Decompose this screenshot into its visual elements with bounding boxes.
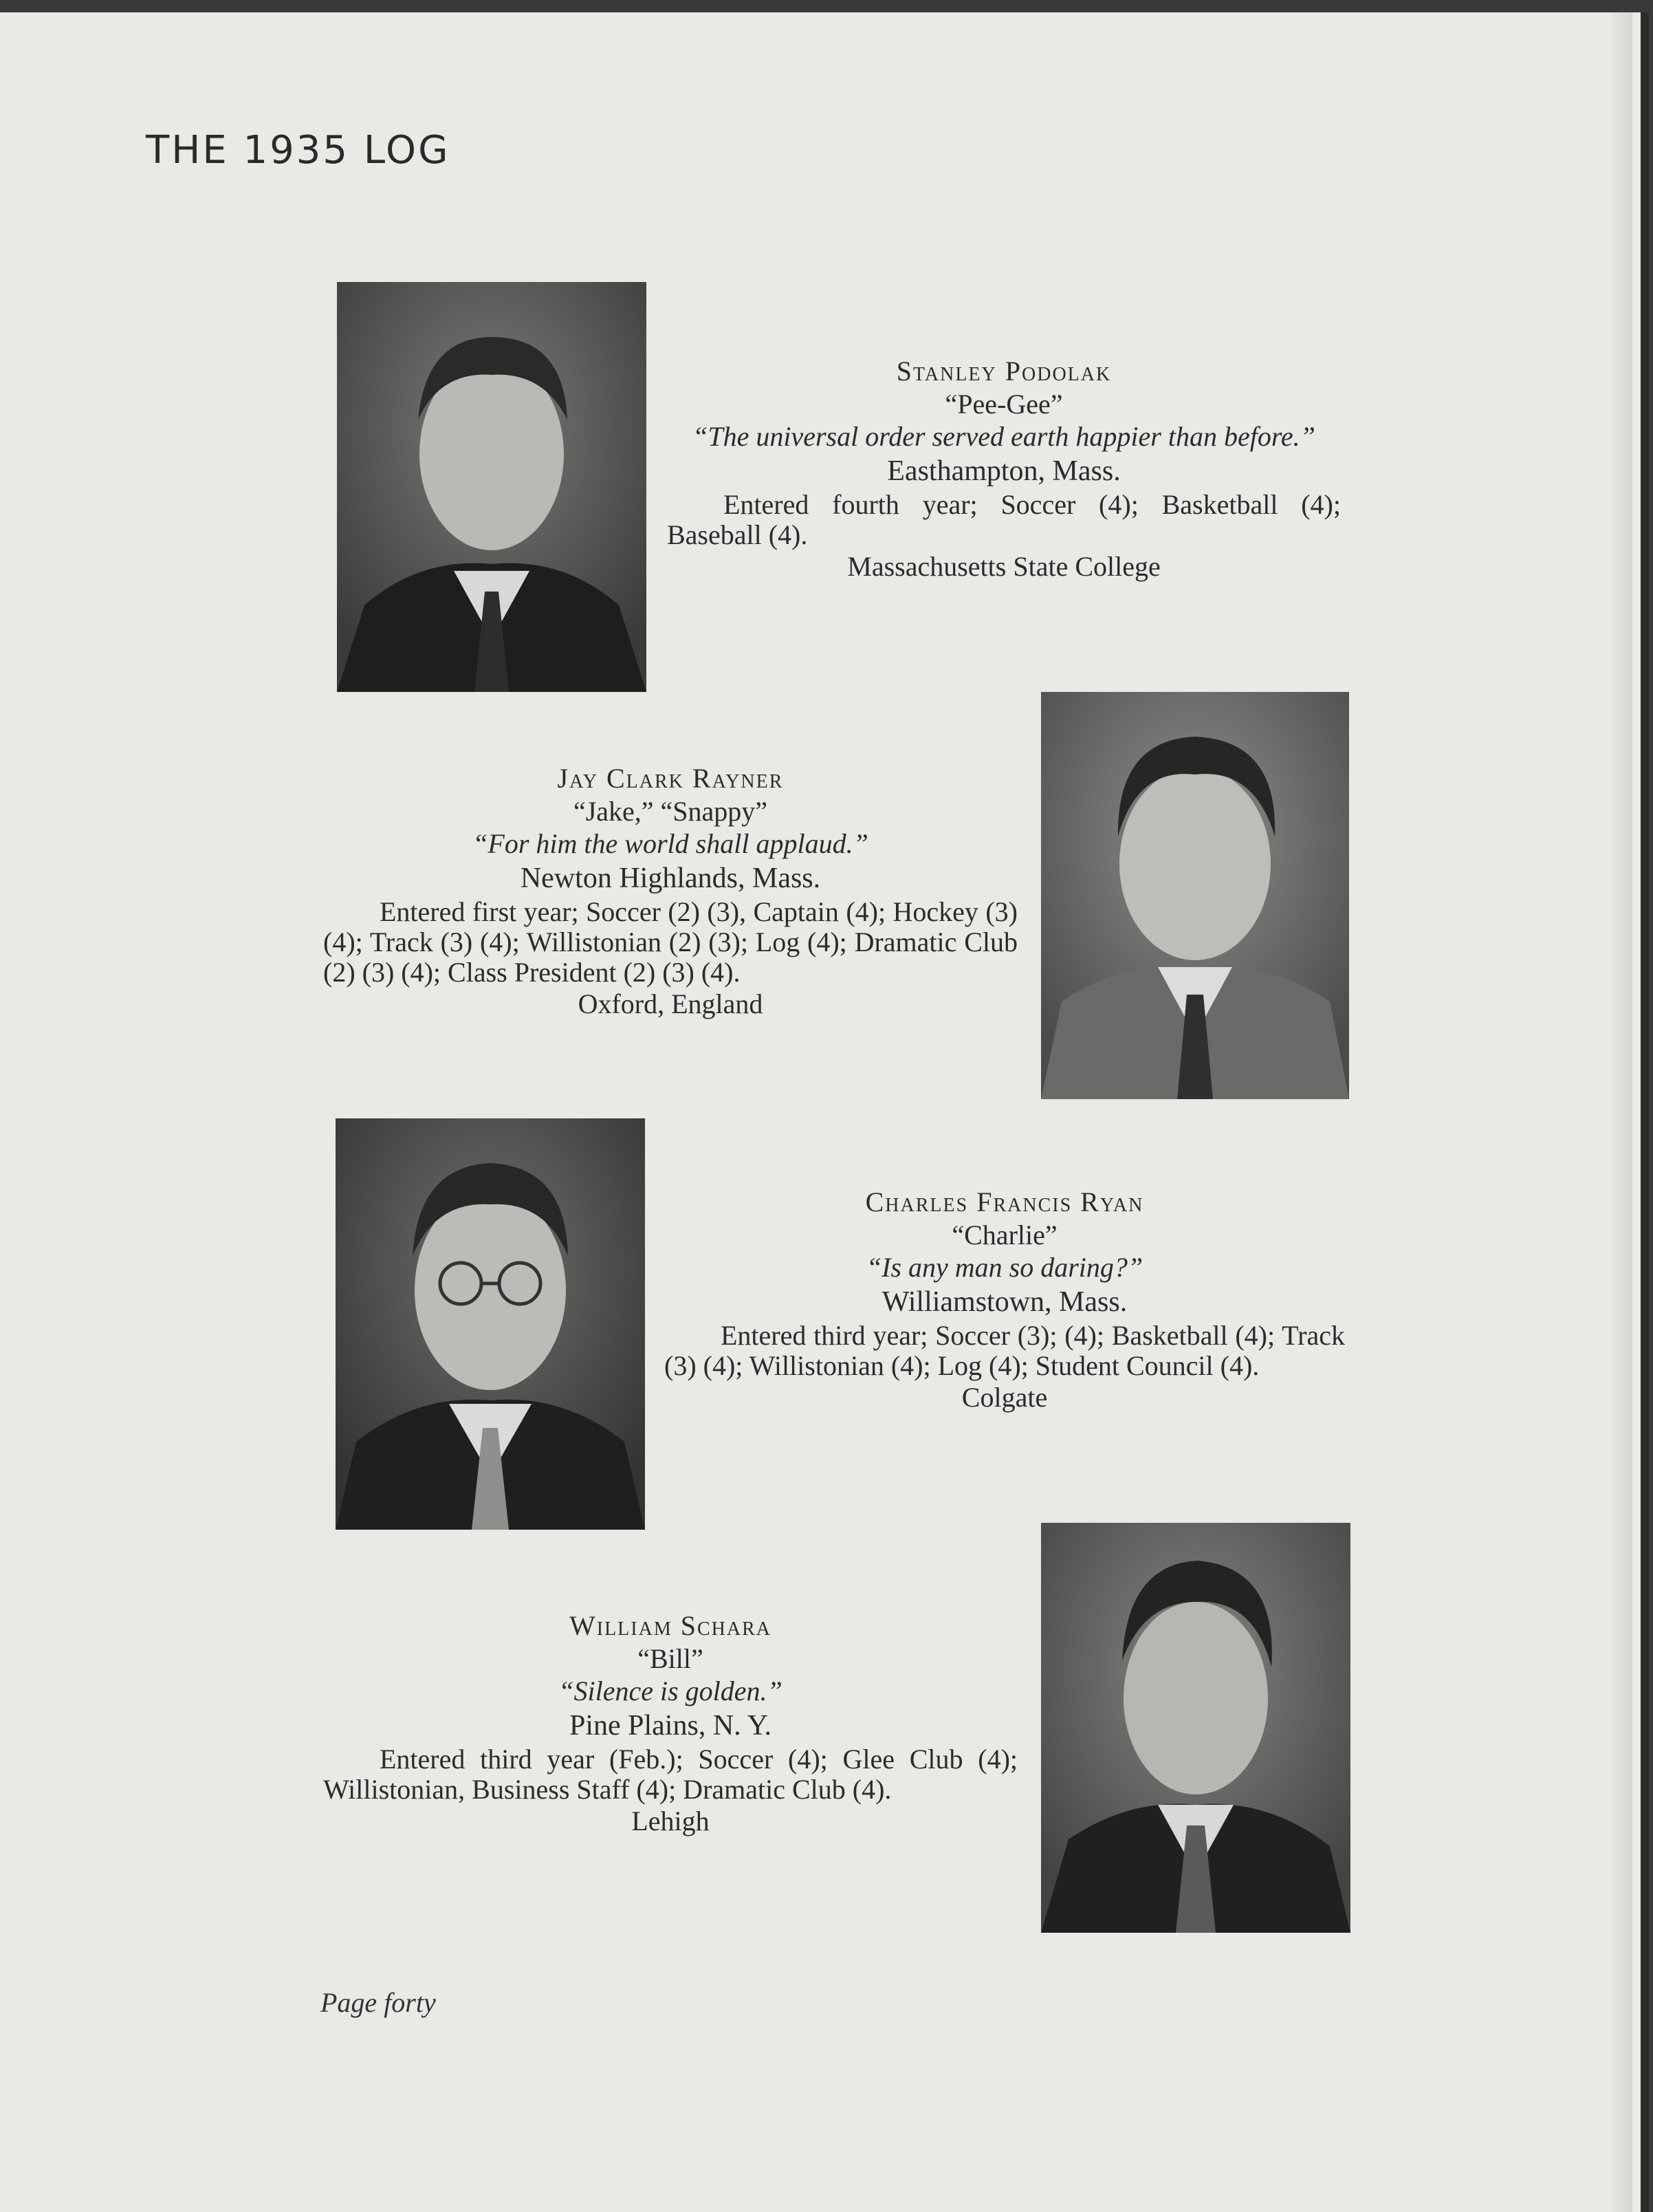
running-head: THE 1935 LOG [146, 128, 450, 173]
student-hometown: Williamstown, Mass. [882, 1286, 1128, 1318]
student-name: Stanley Podolak [896, 356, 1112, 387]
student-record: Entered third year; Soccer (3); (4); Basketball (4); Track (3) (4); Willistonian (4); Log (4); Student Council (4). [664, 1320, 1345, 1381]
student-name: Charles Francis Ryan [865, 1186, 1144, 1217]
student-record: Entered third year (Feb.); Soccer (4); Glee Club (4); Willistonian, Business Staff (4); Dramatic Club (4). [323, 1744, 1018, 1805]
entry-podolak [667, 355, 1341, 583]
portrait-podolak [337, 282, 646, 692]
portrait-schara [1041, 1523, 1350, 1933]
student-college: Massachusetts State College [847, 551, 1161, 582]
entry-rayner [323, 762, 1018, 1021]
student-quote: “For him the world shall applaud.” [472, 828, 868, 859]
portrait-photo-icon [1041, 1523, 1350, 1933]
student-record: Entered fourth year; Soccer (4); Basketball (4); Baseball (4). [667, 489, 1341, 550]
student-nickname: “Jake,” “Snappy” [573, 796, 768, 827]
student-college: Lehigh [631, 1806, 710, 1836]
student-quote: “Is any man so daring?” [866, 1252, 1143, 1283]
portrait-rayner [1041, 692, 1349, 1099]
student-hometown: Easthampton, Mass. [887, 455, 1121, 487]
student-name: Jay Clark Rayner [557, 763, 784, 794]
entry-schara [323, 1609, 1018, 1838]
student-name: William Schara [569, 1610, 771, 1641]
student-nickname: “Pee-Gee” [945, 389, 1063, 420]
portrait-photo-icon [1041, 692, 1349, 1099]
student-quote: “Silence is golden.” [558, 1676, 782, 1706]
portrait-photo-icon [336, 1118, 645, 1530]
yearbook-page [0, 12, 1649, 2212]
student-hometown: Newton Highlands, Mass. [520, 863, 821, 894]
portrait-ryan [336, 1118, 645, 1530]
student-nickname: “Bill” [637, 1643, 703, 1674]
student-hometown: Pine Plains, N. Y. [569, 1710, 772, 1742]
page-edge [1612, 12, 1632, 2212]
student-record: Entered first year; Soccer (2) (3), Captain (4); Hockey (3) (4); Track (3) (4); Willistonian (2) (3); Log (4); Dramatic Club (2) (3) (4); Class President (2) (3) (4). [323, 896, 1018, 988]
portrait-photo-icon [337, 282, 646, 692]
student-college: Oxford, England [578, 988, 763, 1019]
student-nickname: “Charlie” [952, 1219, 1058, 1250]
page-number: Page forty [320, 1987, 436, 2018]
student-college: Colgate [961, 1382, 1048, 1413]
entry-ryan [664, 1186, 1345, 1414]
student-quote: “The universal order served earth happier than before.” [692, 421, 1315, 452]
